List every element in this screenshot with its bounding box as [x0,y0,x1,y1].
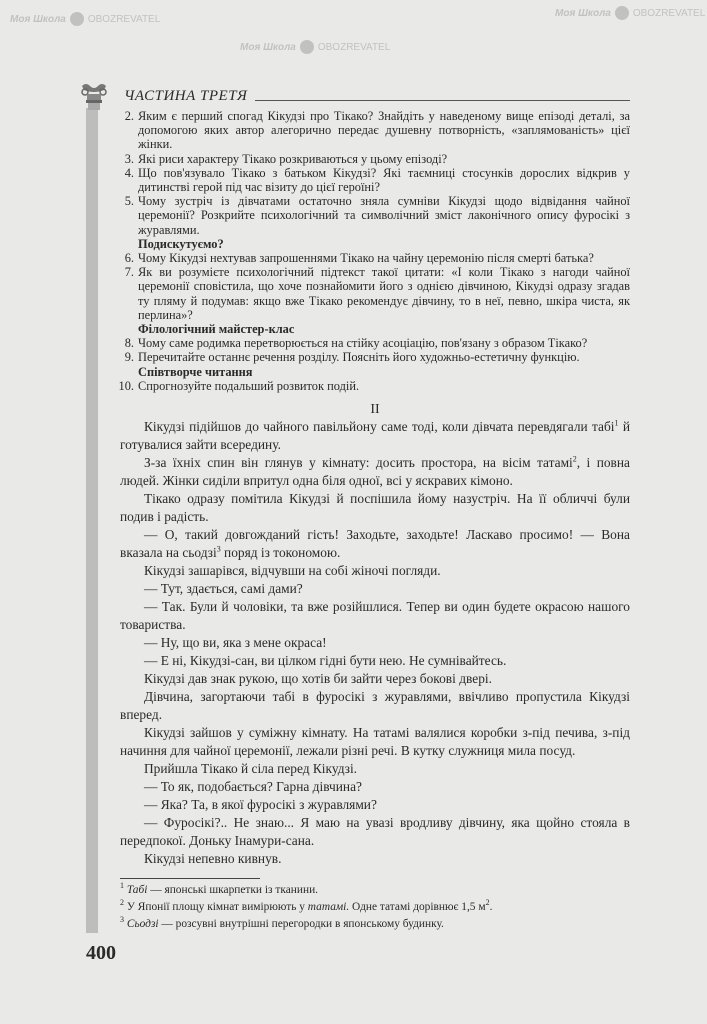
footnote-ref: 1 [614,418,619,428]
footnote-text: . [489,901,493,914]
paragraph-text: З-за їхніх спин він глянув у кімнату: досить простора, на вісім татамі [144,455,573,471]
page-header [124,88,630,105]
page-content [86,0,630,965]
watermark-logo-icon [70,12,84,26]
paragraph-text: — То як, подобається? Гарна дівчина? [144,779,362,795]
footnote-ref: 2 [572,454,577,464]
paragraph-text: й готувалися зайти всередину. [120,419,630,453]
question-text: Що пов'язувало Тікако з батьком Кікудзі? Які таємниці стосунків дорослих відкрив у дитинстві герой під час візиту до цієї героїні? [138,165,630,195]
footnote-term: Табі [126,884,148,897]
paragraph-text: — Яка? Та, в якої фуросікі з журавлями? [144,797,377,813]
paragraph-text: Кікудзі непевно кивнув. [144,851,282,867]
paragraph [120,526,630,562]
footnote-text: Одне татамі дорівнює 1,5 м [349,901,486,914]
footnote-mark: 2 [120,898,124,908]
question-text: Які риси характеру Тікако розкриваються у цьому епізоді? [138,151,448,166]
part-title: ЧАСТИНА ТРЕТЯ [124,88,248,104]
question-item [120,152,630,166]
paragraph-text: поряд із токономою. [220,545,341,561]
paragraph [120,454,630,490]
question-number: 5. [124,194,134,209]
paragraph-text: — Ну, що ви, яка з мене окраса! [144,635,327,651]
paragraph-text: — Так. Були й чоловіки, та вже розійшлися. Тепер ви один будете окрасою нашого товариства. [120,599,630,633]
paragraph [120,562,630,580]
subheading: Філологічний майстер-клас [138,322,295,337]
question-item [120,109,630,152]
paragraph-text: , і повна людей. Жінки сиділи впритул одна біля одної, всі у яскравих кімоно. [120,455,630,489]
paragraph [120,418,630,454]
paragraph [120,490,630,526]
question-number: 9. [124,350,134,365]
paragraph [120,814,630,850]
question-text: Як ви розумієте психологічний підтекст такої цитати: «І коли Тікако з нагоди чайної церемонії сповістила, що хоче познайомити його з однією дівчиною, Кікудзі одразу згадав ту пляму й подумав: якщо вже Тікако рекомендує дівчину, то в неї, певно, шкіра чиста, як перлина»? [138,265,630,322]
paragraph-text: — О, такий довгожданий гість! Заходьте, заходьте! Ласкаво просимо! — Вона вказала на сьодзі [120,527,630,561]
paragraph [120,652,630,670]
story-text [120,418,630,868]
footnote-divider [120,878,260,879]
footnote-ref: 3 [216,544,221,554]
question-number: 8. [124,336,134,351]
question-number: 4. [124,165,134,180]
question-item [120,336,630,350]
paragraph-text: Кікудзі дав знак рукою, що хотів би зайти через бокові двері. [144,671,492,687]
paragraph-text: Кікудзі зашарівся, відчувши на собі жіночі погляди. [144,563,441,579]
footnote [120,882,630,899]
paragraph [120,850,630,868]
paragraph [120,634,630,652]
footnote [120,916,630,933]
question-text: Чому саме родимка перетворюється на стійку асоціацію, пов'язану з образом Тікако? [138,336,588,351]
watermark-text: OBOZREVATEL [632,7,706,19]
footnote-text: — розсувні внутрішні перегородки в японському будинку. [158,918,444,931]
paragraph-text: Кікудзі зайшов у суміжну кімнату. На татамі валялися коробки з-під печива, з-під начиння для чайної церемонії, лежали різні речі. В кутку служниця мила посуд. [120,725,630,759]
watermark-text: Моя Школа [240,41,296,53]
question-number: 3. [124,151,134,166]
question-number: 6. [124,251,134,266]
paragraph-text: — Фуросікі?.. Не знаю... Я маю на увазі вродливу дівчину, яка щойно стояла в передпокої. Доньку Інамури-сана. [120,815,630,849]
watermark-text: OBOZREVATEL [87,13,161,25]
superscript: 2 [485,898,490,908]
question-item [120,194,630,237]
paragraph-text: — Тут, здається, самі дами? [144,581,303,597]
footnote-text: — японські шкарпетки із тканини. [147,884,319,897]
paragraph-text: Дівчина, загортаючи табі в фуросікі з журавлями, ввічливо пропустила Кікудзі вперед. [120,689,630,723]
footnote [120,899,630,916]
column-capital-icon [80,82,108,110]
watermark-text: Моя Школа [10,13,66,25]
question-text: Чому зустріч із дівчатами остаточно зняла сумніви Кікудзі щодо відвідання чайної церемонії? Розкрийте психологічний та символічний зміст лаконічного опису фуросікі з журавлями. [138,194,630,237]
question-text: Спрогнозуйте подальший розвиток подій. [138,378,360,393]
paragraph [120,796,630,814]
question-number: 2. [124,109,134,123]
questions-list [120,109,630,393]
footnote-mark: 3 [120,915,124,925]
question-item [120,166,630,194]
question-item [120,251,630,265]
footnotes [120,882,630,933]
question-item [120,350,630,364]
question-text: Чому Кікудзі нехтував запрошеннями Тікако на чайну церемонію після смерті батька? [138,251,594,266]
page-number: 400 [86,942,116,965]
footnote-term: татамі. [307,901,350,914]
question-item [120,379,630,393]
footnote-term: Сьодзі [126,918,159,931]
question-text: Перечитайте останнє речення розділу. Поясніть його художньо-естетичну функцію. [138,350,580,365]
section-number: II [370,402,380,418]
footnote-mark: 1 [120,881,124,891]
question-number: 7. [124,265,134,280]
paragraph-text: Тікако одразу помітила Кікудзі й поспішила йому назустріч. На її обличчі були подив і радість. [120,491,630,525]
paragraph-text: — Е ні, Кікудзі-сан, ви цілком гідні бути нею. Не сумнівайтесь. [144,653,507,669]
paragraph [120,688,630,724]
question-text: Яким є перший спогад Кікудзі про Тікако? Знайдіть у наведеному вище епізоді деталі, за допомогою яких автор алегорично передає душевну потворність, «заплямованість» цієї жінки. [138,109,630,152]
decorative-column [86,108,98,933]
paragraph [120,760,630,778]
question-number: 10. [118,378,134,393]
paragraph [120,778,630,796]
watermark-text: OBOZREVATEL [317,41,391,53]
paragraph-text: Прийшла Тікако й сіла перед Кікудзі. [144,761,358,777]
subheading: Співтворче читання [138,364,253,379]
paragraph [120,580,630,598]
subheading: Подискутуємо? [138,236,224,251]
paragraph-text: Кікудзі підійшов до чайного павільйону саме тоді, коли дівчата перевдягали табі [144,419,615,435]
header-rule [255,100,630,101]
question-item [120,265,630,322]
paragraph [120,598,630,634]
paragraph [120,670,630,688]
watermark-text: Моя Школа [555,7,611,19]
paragraph [120,724,630,760]
footnote-text: У Японії площу кімнат вимірюють у [126,901,308,914]
